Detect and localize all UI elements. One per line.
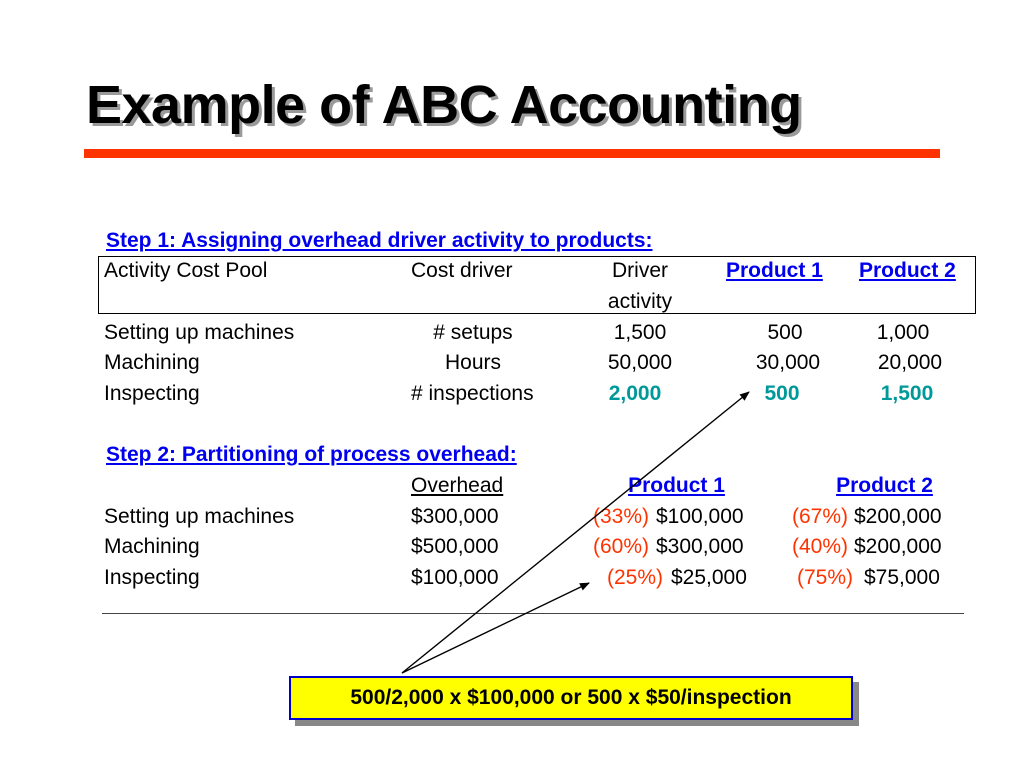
step1-row-machining-pool: Machining <box>104 351 200 374</box>
step2-row-machining-p2-amt: $200,000 <box>854 535 942 558</box>
step1-row-machining-p1: 30,000 <box>755 351 821 374</box>
step1-row-machining-driver: Hours <box>444 351 502 374</box>
step2-row-inspecting-pool: Inspecting <box>104 566 200 589</box>
arrow-to-inspecting-p1 <box>402 392 749 673</box>
step2-row-machining-p1-amt: $300,000 <box>656 535 744 558</box>
step1-row-inspecting-activity: 2,000 <box>608 382 662 405</box>
step2-header-product-2: Product 2 <box>836 474 933 497</box>
step2-row-machining-p1-pct: (60%) <box>592 535 649 558</box>
step1-row-setups-p2: 1,000 <box>876 321 930 344</box>
step2-row-setups-p1-amt: $100,000 <box>656 505 744 528</box>
step1-row-inspecting-pool: Inspecting <box>104 382 200 405</box>
step2-header-product-1: Product 1 <box>628 474 725 497</box>
header-cost-driver: Cost driver <box>411 259 513 282</box>
step2-row-machining-p2-pct: (40%) <box>791 535 848 558</box>
step1-row-machining-activity: 50,000 <box>607 351 673 374</box>
header-driver-activity-line2: activity <box>607 290 673 313</box>
step2-row-setups-pool: Setting up machines <box>104 505 295 528</box>
step1-row-inspecting-p2: 1,500 <box>880 382 934 405</box>
step2-row-machining-overhead: $500,000 <box>411 535 499 558</box>
step2-heading: Step 2: Partitioning of process overhead: <box>106 443 517 466</box>
header-overhead: Overhead <box>411 474 504 497</box>
step2-row-setups-p1-pct: (33%) <box>592 505 649 528</box>
step1-row-inspecting-driver: # inspections <box>411 382 534 405</box>
step1-row-machining-p2: 20,000 <box>877 351 943 374</box>
slide-title: Example of ABC Accounting <box>86 75 802 135</box>
step1-row-inspecting-p1: 500 <box>764 382 800 405</box>
step2-row-machining-pool: Machining <box>104 535 200 558</box>
step2-row-inspecting-overhead: $100,000 <box>411 566 499 589</box>
calculation-callout: 500/2,000 x $100,000 or 500 x $50/inspection <box>289 676 853 720</box>
step2-row-setups-p2-pct: (67%) <box>791 505 848 528</box>
step1-row-setups-activity: 1,500 <box>613 321 667 344</box>
step2-row-setups-p2-amt: $200,000 <box>854 505 942 528</box>
step2-row-inspecting-p2-pct: (75%) <box>796 566 853 589</box>
step1-row-setups-p1: 500 <box>767 321 803 344</box>
step2-row-inspecting-p1-pct: (25%) <box>606 566 663 589</box>
step2-row-inspecting-p2-amt: $75,000 <box>864 566 940 589</box>
step1-row-setups-driver: # setups <box>433 321 513 344</box>
step1-row-setups-pool: Setting up machines <box>104 321 295 344</box>
header-driver-activity-line1: Driver <box>612 259 668 282</box>
header-product-2: Product 2 <box>859 259 956 282</box>
header-activity-cost-pool: Activity Cost Pool <box>104 259 268 282</box>
header-product-1: Product 1 <box>726 259 823 282</box>
step2-row-inspecting-p1-amt: $25,000 <box>671 566 747 589</box>
step2-row-setups-overhead: $300,000 <box>411 505 499 528</box>
step1-heading: Step 1: Assigning overhead driver activity to products: <box>106 229 653 252</box>
